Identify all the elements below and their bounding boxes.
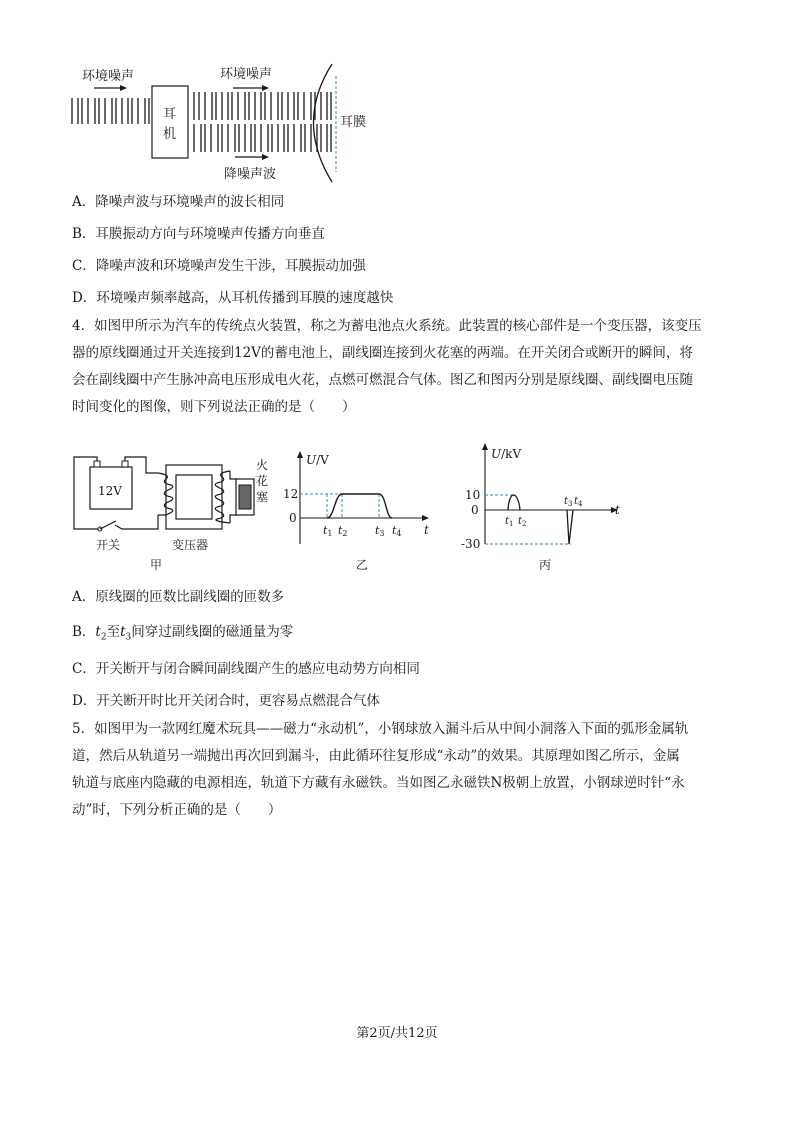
eardrum-label: 耳膜 — [340, 115, 367, 130]
y-axis-arrow-icon — [482, 443, 488, 450]
q5-stem-line-4: 动”时，下列分析正确的是（ ） — [72, 802, 282, 818]
y-axis-label: U/V — [306, 453, 329, 467]
earphone-box — [152, 86, 188, 158]
env-noise-label-right: 环境噪声 — [220, 67, 273, 82]
tick-t2: $t_2$ — [518, 516, 527, 528]
q5-stem — [72, 716, 722, 824]
env-noise-wavefronts-left — [72, 98, 149, 124]
tick-minus-30: -30 — [461, 537, 481, 551]
tick-0: 0 — [471, 503, 479, 517]
spark-plug-label-1: 火 — [256, 458, 269, 472]
tick-10: 10 — [465, 488, 481, 502]
primary-voltage-curve — [327, 494, 392, 518]
x-axis-arrow-icon — [422, 515, 429, 521]
q4-option-b-prefix: B． — [72, 624, 96, 640]
battery-terminal-left — [94, 461, 100, 467]
secondary-pulse-negative — [567, 510, 573, 544]
x-axis-label: t — [424, 523, 429, 537]
tick-12: 12 — [283, 487, 299, 501]
q4-option-b-mid: 至 — [106, 624, 121, 640]
q4-option-b-suffix: 间穿过副线圈的磁通量为零 — [131, 624, 294, 640]
secondary-pulse-positive — [508, 495, 520, 510]
arrow-right-icon — [262, 85, 269, 91]
q4-option-b-t2: t — [95, 624, 101, 640]
y-axis-arrow-icon — [297, 451, 303, 458]
q4-option-b-t2-sub: 2 — [100, 632, 107, 643]
tick-0: 0 — [289, 511, 297, 525]
q4-stem-line-3: 会在副线圈中产生脉冲高电压形成电火花，点燃可燃混合气体。图乙和图丙分别是原线圈、副线圈电压随 — [72, 372, 693, 388]
tick-t4: $t_4$ — [574, 496, 583, 508]
secondary-graph-caption: 丙 — [539, 558, 552, 572]
tick-t3: t3 — [375, 524, 385, 538]
earphone-label-2: 机 — [163, 127, 177, 142]
arrow-right-icon — [120, 85, 127, 91]
q3-option-d[interactable]: D．环境噪声频率越高，从耳机传播到耳膜的速度越快 — [72, 290, 394, 306]
y-axis-label: U/kV — [491, 447, 522, 461]
noise-cancel-figure — [70, 62, 390, 190]
anti-noise-label: 降噪声波 — [224, 167, 277, 182]
q4-option-b[interactable] — [72, 622, 293, 648]
q3-option-b[interactable]: B．耳膜振动方向与环境噪声传播方向垂直 — [72, 226, 325, 242]
arrow-right-icon — [262, 154, 269, 160]
transformer-label: 变压器 — [172, 538, 209, 552]
q4-stem-line-4: 时间变化的图像，则下列说法正确的是（ ） — [72, 399, 356, 415]
tick-t1: t1 — [323, 524, 333, 538]
battery-terminal-right — [122, 461, 128, 467]
spark-plug-inner — [239, 485, 251, 509]
tick-t3: $t_3$ — [564, 496, 573, 508]
q4-option-b-t3: t — [120, 624, 126, 640]
x-axis-label: t — [615, 503, 620, 517]
primary-voltage-graph — [282, 450, 442, 575]
tick-t1: $t_1$ — [505, 516, 514, 528]
q4-option-d[interactable]: D．开关断开时比开关闭合时，更容易点燃混合气体 — [72, 693, 380, 709]
switch-label: 开关 — [96, 538, 121, 552]
q3-option-a[interactable]: A．降噪声波与环境噪声的波长相同 — [72, 194, 285, 210]
q5-stem-line-3: 轨道与底座内隐藏的电源相连，轨道下方藏有永磁铁。当如图乙永磁铁N极朝上放置，小钢球逆时针“永 — [72, 775, 685, 791]
ignition-circuit-figure — [70, 455, 280, 575]
q4-option-a[interactable]: A．原线圈的匝数比副线圈的匝数多 — [72, 589, 285, 605]
anti-noise-wavefronts — [194, 124, 331, 152]
tick-t2: t2 — [338, 524, 348, 538]
secondary-voltage-graph — [455, 440, 635, 575]
earphone-label-1: 耳 — [163, 107, 177, 122]
primary-graph-caption: 乙 — [356, 558, 369, 572]
q4-stem — [72, 313, 722, 421]
q5-stem-line-2: 道，然后从轨道另一端抛出再次回到漏斗，由此循环往复形成“永动”的效果。其原理如图乙所示，金属 — [72, 748, 680, 764]
battery-label: 12V — [98, 484, 122, 498]
tick-t4: t4 — [392, 524, 402, 538]
q4-stem-line-1: 4．如图甲所示为汽车的传统点火装置，称之为蓄电池点火系统。此装置的核心部件是一个变压器，该变压 — [72, 318, 702, 334]
env-noise-wavefronts-right — [194, 92, 331, 120]
q3-option-c[interactable]: C．降噪声波和环境噪声发生干涉，耳膜振动加强 — [72, 258, 366, 274]
q5-stem-line-1: 5．如图甲为一款网红魔术玩具——磁力“永动机”，小钢球放入漏斗后从中间小洞落入下面的弧形金属轨 — [72, 721, 689, 737]
q4-option-c[interactable]: C．开关断开与闭合瞬间副线圈产生的感应电动势方向相同 — [72, 661, 420, 677]
page-footer: 第2页/共12页 — [356, 1026, 438, 1041]
spark-plug-label-2: 花 — [256, 474, 269, 488]
env-noise-label-left: 环境噪声 — [82, 69, 135, 84]
q4-option-b-t3-sub: 3 — [125, 632, 132, 643]
circuit-caption: 甲 — [150, 558, 163, 572]
switch-blade — [100, 521, 116, 529]
spark-plug-label-3: 塞 — [256, 490, 269, 504]
q4-stem-line-2: 器的原线圈通过开关连接到12V的蓄电池上，副线圈连接到火花塞的两端。在开关闭合或断开的瞬间，将 — [72, 345, 693, 361]
transformer-core-inner — [176, 475, 212, 519]
eardrum-curve — [314, 64, 333, 182]
